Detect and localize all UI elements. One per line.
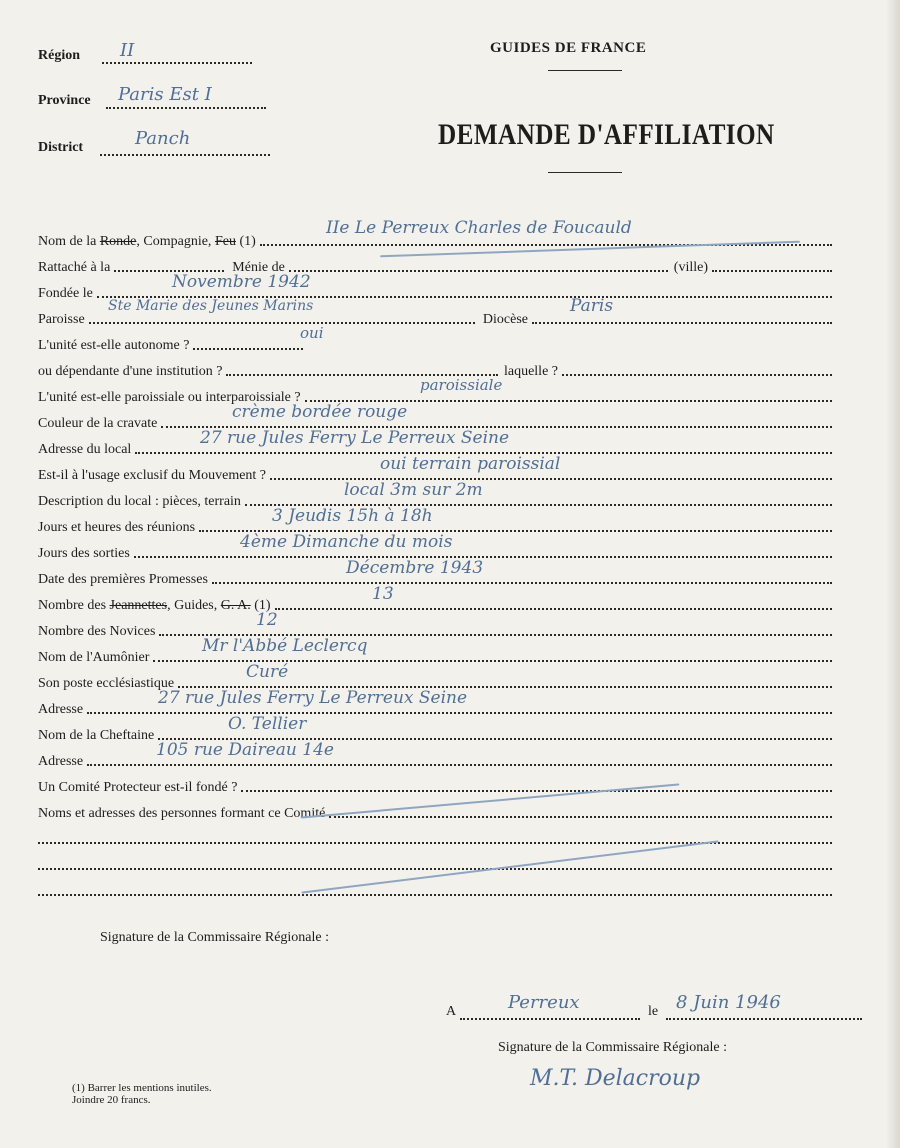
region-value: II: [120, 40, 135, 61]
post-label: Son poste ecclésiastique: [38, 676, 175, 691]
committee-label: Un Comité Protecteur est-il fondé ?: [38, 780, 238, 795]
description-label: Description du local : pièces, terrain: [38, 494, 241, 509]
meetings-value: 3 Jeudis 15h à 18h: [272, 506, 433, 526]
place-value: Perreux: [508, 992, 580, 1013]
district-value: Panch: [135, 128, 191, 149]
tie-color-label: Couleur de la cravate: [38, 416, 158, 431]
district-dots: [100, 154, 270, 156]
regional-signature-label-2: Signature de la Commissaire Régionale :: [498, 1040, 728, 1055]
novices-label: Nombre des Novices: [38, 624, 156, 639]
row-attached: [38, 254, 832, 276]
form-title: DEMANDE D'AFFILIATION: [438, 118, 775, 151]
diocese-value: Paris: [570, 296, 614, 316]
leader-address-label: Adresse: [38, 754, 84, 769]
leader-value: O. Tellier: [228, 714, 307, 734]
diocese-label: Diocèse: [482, 312, 528, 327]
row-committee-names: [38, 800, 832, 822]
header-rule-bottom: [548, 172, 622, 173]
row-novices: [38, 618, 832, 640]
meetings-label: Jours et heures des réunions: [38, 520, 196, 535]
parish-label: Paroisse: [38, 312, 85, 327]
parochial-label: L'unité est-elle paroissiale ou interparoissiale ?: [38, 390, 301, 405]
promises-value: Décembre 1943: [346, 558, 484, 578]
outings-value: 4ème Dimanche du mois: [240, 532, 453, 552]
founded-value: Novembre 1942: [172, 272, 311, 292]
region-dots: [102, 62, 252, 64]
unit-name-label: Nom de la Ronde, Compagnie, Feu (1): [38, 234, 256, 249]
address-local-value: 27 rue Jules Ferry Le Perreux Seine: [200, 428, 510, 448]
autonomous-label: L'unité est-elle autonome ?: [38, 338, 190, 353]
exclusive-label: Est-il à l'usage exclusif du Mouvement ?: [38, 468, 267, 483]
row-chaplain: [38, 644, 832, 666]
row-committee: [38, 774, 832, 796]
attached-city-label: (ville): [673, 260, 708, 275]
province-dots: [106, 107, 266, 109]
region-label: Région: [38, 48, 80, 63]
chaplain-address-label: Adresse: [38, 702, 84, 717]
header-rule-top: [548, 70, 622, 71]
province-value: Paris Est I: [118, 84, 212, 105]
novices-value: 12: [256, 610, 278, 630]
row-count: [38, 592, 832, 614]
founded-label: Fondée le: [38, 286, 93, 301]
date-prefix: le: [648, 1004, 659, 1019]
place-prefix: A: [446, 1004, 457, 1019]
district-label: District: [38, 140, 84, 155]
parish-value: Ste Marie des Jeunes Marins: [108, 298, 314, 314]
footnote-fee: Joindre 20 francs.: [72, 1094, 151, 1106]
date-value: 8 Juin 1946: [676, 992, 781, 1013]
dependent-label: ou dépendante d'une institution ?: [38, 364, 223, 379]
committee-names-label: Noms et adresses des personnes formant ce Comité: [38, 806, 326, 821]
autonomous-value: oui: [300, 324, 324, 342]
outings-label: Jours des sorties: [38, 546, 130, 561]
count-value: 13: [372, 584, 394, 604]
leader-label: Nom de la Cheftaine: [38, 728, 155, 743]
chaplain-address-value: 27 rue Jules Ferry Le Perreux Seine: [158, 688, 468, 708]
leader-address-value: 105 rue Daireau 14e: [156, 740, 334, 760]
tie-color-value: crème bordée rouge: [232, 402, 408, 422]
regional-signature-label: Signature de la Commissaire Régionale :: [100, 930, 330, 945]
row-blank-2: [38, 852, 832, 874]
organization-name: GUIDES DE FRANCE: [490, 40, 647, 56]
chaplain-value: Mr l'Abbé Leclercq: [202, 636, 368, 656]
which-label: laquelle ?: [503, 364, 558, 379]
footnote-strike: (1) Barrer les mentions inutiles.: [72, 1082, 212, 1094]
address-local-label: Adresse du local: [38, 442, 132, 457]
post-value: Curé: [246, 662, 289, 682]
unit-name-value: IIe Le Perreux Charles de Foucauld: [326, 218, 632, 238]
province-label: Province: [38, 93, 91, 108]
date-dots: [666, 1018, 862, 1020]
row-blank-1: [38, 826, 832, 848]
count-label: Nombre des Jeannettes, Guides, G. A. (1): [38, 598, 271, 613]
description-value: local 3m sur 2m: [344, 480, 483, 500]
parochial-value: paroissiale: [420, 376, 503, 394]
exclusive-value: oui terrain paroissial: [380, 454, 561, 474]
chaplain-label: Nom de l'Aumônier: [38, 650, 150, 665]
paper-edge: [886, 0, 900, 1148]
place-dots: [460, 1018, 640, 1020]
row-autonomous: [38, 332, 832, 354]
promises-label: Date des premières Promesses: [38, 572, 208, 587]
row-blank-3: [38, 878, 832, 900]
regional-signature: M.T. Delacroup: [530, 1066, 701, 1091]
attached-mid-label: Ménie de: [232, 260, 285, 275]
attached-label: Rattaché à la: [38, 260, 111, 275]
